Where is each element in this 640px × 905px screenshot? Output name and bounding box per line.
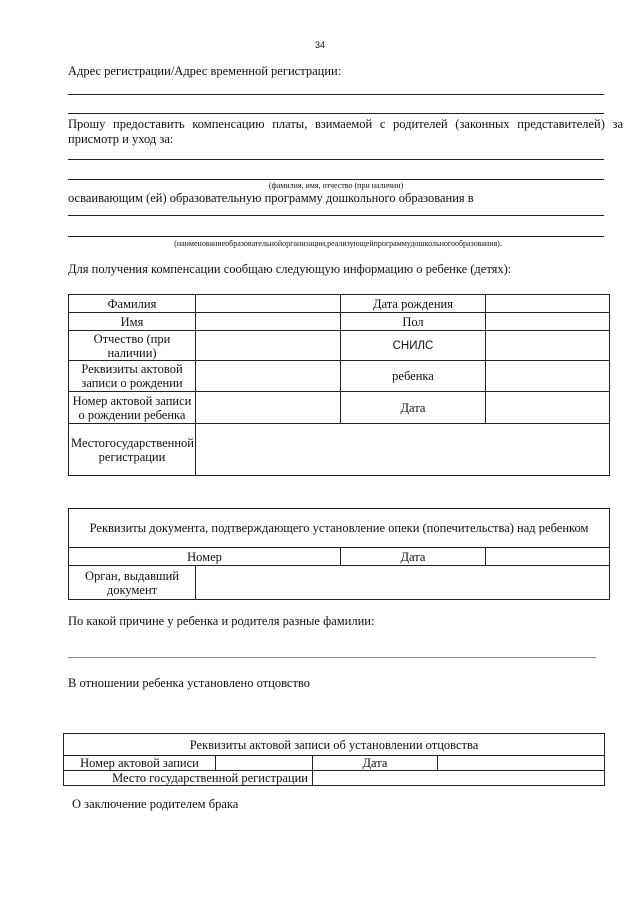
table-row xyxy=(64,734,605,756)
table-row xyxy=(69,313,610,331)
guardianship-header: Реквизиты документа, подтверждающего установление опеки (попечительства) над ребенком xyxy=(69,509,610,548)
guardianship-date-label: Дата xyxy=(341,548,486,566)
table-row xyxy=(64,756,605,771)
paternity-text: В отношении ребенка установлено отцовство xyxy=(68,676,310,690)
table-row xyxy=(69,392,610,424)
table-row xyxy=(64,771,605,786)
guardianship-issuer-label: Орган, выдавший документ xyxy=(69,566,196,600)
table-row xyxy=(69,424,610,476)
registration-place-label: Местогосударственной регистрации xyxy=(69,424,196,476)
patronymic-label: Отчество (при наличии) xyxy=(69,331,196,361)
snils-value[interactable] xyxy=(486,331,610,361)
paternity-record-number-value[interactable] xyxy=(216,756,313,771)
guardianship-table xyxy=(68,508,610,600)
paternity-registration-place-label: Место государственной регистрации xyxy=(64,771,313,786)
address-line-1[interactable] xyxy=(68,94,604,95)
birth-record-label: Реквизиты актовой записи о рождении xyxy=(69,361,196,392)
birth-record-value[interactable] xyxy=(196,361,341,392)
patronymic-value[interactable] xyxy=(196,331,341,361)
request-text-line-1: Прошу предоставить компенсацию платы, взимаемой с родителей (законных представителей) за xyxy=(68,117,623,131)
org-name-line-2[interactable] xyxy=(68,236,604,237)
paternity-table xyxy=(63,733,605,786)
record-date-label: Дата xyxy=(341,392,486,424)
page-number: 34 xyxy=(314,40,325,50)
surname-value[interactable] xyxy=(196,295,341,313)
child-info-table xyxy=(68,294,610,476)
address-label: Адрес регистрации/Адрес временной регистрации: xyxy=(68,64,342,78)
different-surnames-question: По какой причине у ребенка и родителя разные фамилии: xyxy=(68,614,375,628)
record-number-value[interactable] xyxy=(196,392,341,424)
sex-value[interactable] xyxy=(486,313,610,331)
paternity-date-value[interactable] xyxy=(438,756,605,771)
sex-label: Пол xyxy=(341,313,486,331)
different-surnames-line[interactable] xyxy=(68,657,596,658)
table-row xyxy=(69,331,610,361)
birth-date-value[interactable] xyxy=(486,295,610,313)
address-line-2[interactable] xyxy=(68,113,604,114)
child-label: ребенка xyxy=(341,361,486,392)
mastering-text: осваивающим (ей) образовательную программу дошкольного образования в xyxy=(68,191,474,205)
marriage-text: О заключение родителем брака xyxy=(72,797,239,811)
birth-date-label: Дата рождения xyxy=(341,295,486,313)
name-label: Имя xyxy=(69,313,196,331)
name-value[interactable] xyxy=(196,313,341,331)
paternity-record-number-label: Номер актовой записи xyxy=(64,756,216,771)
guardianship-issuer-value[interactable] xyxy=(196,566,610,600)
registration-place-value[interactable] xyxy=(196,424,610,476)
child-info-intro: Для получения компенсации сообщаю следующую информацию о ребенке (детях): xyxy=(68,262,512,276)
table-row xyxy=(69,548,610,566)
child-value[interactable] xyxy=(486,361,610,392)
request-text-line-2: присмотр и уход за: xyxy=(68,132,174,146)
guardianship-date-value[interactable] xyxy=(486,548,610,566)
org-hint: (наименованиеобразовательнойорганизации,реализующейпрограммудошкольногообразования). xyxy=(174,239,502,248)
table-row xyxy=(69,361,610,392)
fio-hint: (фамилия, имя, отчество (при наличии) xyxy=(268,181,404,190)
paternity-date-label: Дата xyxy=(313,756,438,771)
paternity-registration-place-value[interactable] xyxy=(313,771,605,786)
org-name-line-1[interactable] xyxy=(68,215,604,216)
record-number-label: Номер актовой записи о рождении ребенка xyxy=(69,392,196,424)
child-name-line-2[interactable] xyxy=(68,179,604,180)
table-row xyxy=(69,509,610,548)
surname-label: Фамилия xyxy=(69,295,196,313)
paternity-header: Реквизиты актовой записи об установлении отцовства xyxy=(64,734,605,756)
table-row xyxy=(69,566,610,600)
child-name-line-1[interactable] xyxy=(68,159,604,160)
table-row xyxy=(69,295,610,313)
snils-label: СНИЛС xyxy=(341,331,486,361)
record-date-value[interactable] xyxy=(486,392,610,424)
guardianship-number-label: Номер xyxy=(69,548,341,566)
